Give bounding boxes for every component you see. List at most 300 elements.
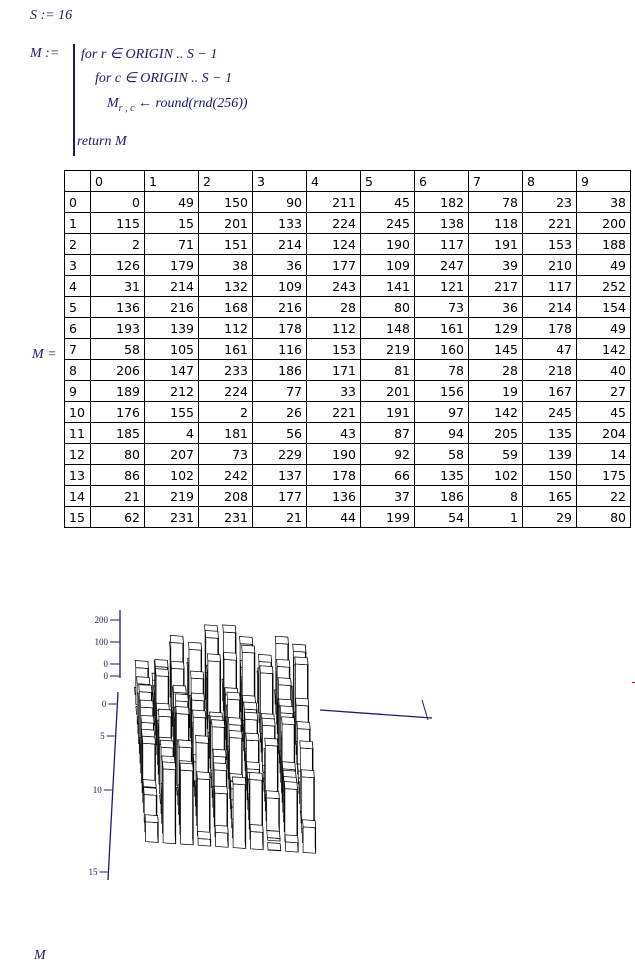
matrix-row-header: 1 <box>65 213 91 234</box>
matrix-cell: 21 <box>91 486 145 507</box>
bar-top-face <box>282 717 295 725</box>
matrix-cell: 38 <box>577 192 631 213</box>
matrix-row-header: 6 <box>65 318 91 339</box>
matrix-cell: 2 <box>199 402 253 423</box>
bar-top-face <box>227 692 240 700</box>
bar <box>233 777 246 849</box>
bar-front-face <box>233 784 246 849</box>
matrix-cell: 92 <box>361 444 415 465</box>
bar-top-face <box>170 635 183 643</box>
bar-top-face <box>244 702 257 710</box>
matrix-cell: 102 <box>145 465 199 486</box>
matrix-cell: 177 <box>253 486 307 507</box>
matrix-row-header: 9 <box>65 381 91 402</box>
matrix-cell: 116 <box>253 339 307 360</box>
assign-expression: ← round(rnd(256)) <box>138 96 248 111</box>
matrix-row-header: 11 <box>65 423 91 444</box>
bar-front-face <box>286 842 299 852</box>
bar-top-face <box>247 762 260 770</box>
matrix-cell: 121 <box>415 276 469 297</box>
bar-top-face <box>277 659 290 667</box>
matrix-corner-cell <box>65 171 91 192</box>
row-axis-tick-label: 5 <box>100 731 105 741</box>
matrix-cell: 245 <box>361 213 415 234</box>
matrix-cell: 56 <box>253 423 307 444</box>
row-axis-line <box>108 692 118 880</box>
matrix-cell: 1 <box>469 507 523 528</box>
matrix-cell: 80 <box>361 297 415 318</box>
matrix-cell: 47 <box>523 339 577 360</box>
matrix-result-table[interactable] <box>64 170 631 528</box>
matrix-row <box>65 444 631 465</box>
matrix-row-header: 10 <box>65 402 91 423</box>
matrix-cell: 153 <box>523 234 577 255</box>
plot-bars <box>135 625 316 854</box>
bar-top-face <box>188 642 201 650</box>
matrix-cell: 214 <box>253 234 307 255</box>
matrix-cell: 8 <box>469 486 523 507</box>
matrix-cell: 112 <box>307 318 361 339</box>
bar <box>198 831 211 846</box>
bar <box>215 825 228 847</box>
matrix-cell: 245 <box>523 402 577 423</box>
matrix-cell: 78 <box>469 192 523 213</box>
bar-front-face <box>267 798 280 832</box>
matrix-cell: 40 <box>577 360 631 381</box>
bar-top-face <box>195 736 208 744</box>
matrix-row-header: 7 <box>65 339 91 360</box>
bar-top-face <box>137 677 150 685</box>
bar-side-face <box>245 778 246 849</box>
matrix-cell: 28 <box>307 297 361 318</box>
matrix-cell: 177 <box>307 255 361 276</box>
bar-top-face <box>145 815 158 823</box>
matrix-row <box>65 213 631 234</box>
matrix-cell: 37 <box>361 486 415 507</box>
matrix-cell: 141 <box>361 276 415 297</box>
bar-top-face <box>284 782 297 790</box>
z-axis-tick-label: 100 <box>94 637 108 647</box>
matrix-cell: 191 <box>361 402 415 423</box>
bar-top-face <box>249 772 262 780</box>
matrix-row-header: 8 <box>65 360 91 381</box>
assign-subscript: r , c <box>118 102 135 114</box>
matrix-cell: 29 <box>523 507 577 528</box>
program-block[interactable] <box>73 44 248 156</box>
matrix-cell: 207 <box>145 444 199 465</box>
bar-top-face <box>297 722 310 730</box>
bar-top-face <box>215 825 228 833</box>
matrix-col-header: 4 <box>307 171 361 192</box>
matrix-cell: 36 <box>253 255 307 276</box>
matrix-cell: 252 <box>577 276 631 297</box>
matrix-row-header: 12 <box>65 444 91 465</box>
bar-front-face <box>216 832 229 847</box>
m-result-label[interactable]: M = <box>32 347 57 362</box>
matrix-cell: 155 <box>145 402 199 423</box>
bar-top-face <box>155 660 168 668</box>
matrix-cell: 28 <box>469 360 523 381</box>
bar-top-face <box>205 631 218 639</box>
bar <box>267 831 280 842</box>
matrix-cell: 80 <box>91 444 145 465</box>
matrix-row <box>65 276 631 297</box>
bar-top-face <box>207 654 220 662</box>
z-axis-corner-label: 0 <box>103 671 108 681</box>
matrix-cell: 71 <box>145 234 199 255</box>
bar <box>145 815 158 843</box>
matrix-cell: 112 <box>199 318 253 339</box>
bar-top-face <box>173 685 186 693</box>
bar-top-face <box>228 717 241 725</box>
bar-top-face <box>180 763 193 771</box>
matrix-cell: 201 <box>361 381 415 402</box>
matrix-cell: 221 <box>307 402 361 423</box>
bar-top-face <box>303 820 316 828</box>
matrix-cell: 145 <box>469 339 523 360</box>
matrix-cell: 36 <box>469 297 523 318</box>
matrix-cell: 208 <box>199 486 253 507</box>
matrix-cell: 243 <box>307 276 361 297</box>
matrix-cell: 142 <box>469 402 523 423</box>
matrix-cell: 117 <box>523 276 577 297</box>
matrix-cell: 58 <box>415 444 469 465</box>
matrix-cell: 224 <box>307 213 361 234</box>
matrix-row <box>65 486 631 507</box>
row-axis-tick-label: 15 <box>88 867 98 877</box>
matrix-cell: 132 <box>199 276 253 297</box>
matrix-cell: 38 <box>199 255 253 276</box>
bar-top-face <box>191 693 204 701</box>
bar-top-face <box>300 741 313 749</box>
matrix-cell: 147 <box>145 360 199 381</box>
matrix-row <box>65 297 631 318</box>
matrix-cell: 150 <box>523 465 577 486</box>
bar-top-face <box>142 736 155 744</box>
m-definition-label[interactable]: M := <box>30 46 60 61</box>
matrix-cell: 229 <box>253 444 307 465</box>
matrix-cell: 190 <box>307 444 361 465</box>
matrix-cell: 23 <box>523 192 577 213</box>
matrix-cell: 90 <box>253 192 307 213</box>
matrix-row <box>65 318 631 339</box>
matrix-cell: 21 <box>253 507 307 528</box>
matrix-cell: 136 <box>91 297 145 318</box>
program-line-return[interactable]: return M <box>77 134 127 149</box>
bar-top-face <box>140 700 153 708</box>
matrix-cell: 205 <box>469 423 523 444</box>
matrix-cell: 86 <box>91 465 145 486</box>
matrix-cell: 190 <box>361 234 415 255</box>
matrix-cell: 73 <box>199 444 253 465</box>
matrix-cell: 212 <box>145 381 199 402</box>
matrix-cell: 22 <box>577 486 631 507</box>
matrix-cell: 109 <box>361 255 415 276</box>
matrix-cell: 188 <box>577 234 631 255</box>
bar-top-face <box>293 644 306 652</box>
bar-top-face <box>265 738 278 746</box>
matrix-cell: 54 <box>415 507 469 528</box>
matrix-cell: 204 <box>577 423 631 444</box>
matrix-cell: 142 <box>577 339 631 360</box>
bar-top-face <box>214 786 227 794</box>
bar-side-face <box>297 782 298 842</box>
matrix-col-header: 1 <box>145 171 199 192</box>
matrix-cell: 126 <box>91 255 145 276</box>
bar-top-face <box>144 787 157 795</box>
bar-front-face <box>197 779 210 837</box>
z-axis-tick-label: 0 <box>103 659 108 669</box>
matrix-cell: 216 <box>145 297 199 318</box>
column-axis-line <box>320 710 432 718</box>
bar-top-face <box>141 715 154 723</box>
bar-top-face <box>175 694 188 702</box>
matrix-cell: 231 <box>199 507 253 528</box>
bar-top-face <box>242 645 255 653</box>
matrix-cell: 219 <box>361 339 415 360</box>
bar-top-face <box>135 661 148 669</box>
bar-top-face <box>156 669 169 677</box>
bar-top-face <box>258 654 271 662</box>
matrix-cell: 160 <box>415 339 469 360</box>
matrix-cell: 62 <box>91 507 145 528</box>
matrix-cell: 135 <box>523 423 577 444</box>
matrix-cell: 176 <box>91 402 145 423</box>
matrix-row <box>65 234 631 255</box>
matrix-cell: 44 <box>307 507 361 528</box>
matrix-cell: 94 <box>415 423 469 444</box>
bar-top-face <box>246 733 259 741</box>
matrix-cell: 102 <box>469 465 523 486</box>
matrix-cell: 118 <box>469 213 523 234</box>
bar-top-face <box>295 657 308 665</box>
matrix-row <box>65 360 631 381</box>
bar-top-face <box>179 740 192 748</box>
matrix-cell: 26 <box>253 402 307 423</box>
matrix-cell: 45 <box>361 192 415 213</box>
program-line-assign[interactable] <box>107 96 248 114</box>
matrix-cell: 175 <box>577 465 631 486</box>
matrix-row-header: 3 <box>65 255 91 276</box>
matrix-col-header: 2 <box>199 171 253 192</box>
matrix-row <box>65 423 631 444</box>
bar-front-face <box>251 832 264 850</box>
matrix-cell: 186 <box>253 360 307 381</box>
matrix-row-header: 13 <box>65 465 91 486</box>
bar-top-face <box>191 671 204 679</box>
matrix-row-header: 5 <box>65 297 91 318</box>
bar-top-face <box>176 707 189 715</box>
matrix-col-header: 5 <box>361 171 415 192</box>
matrix-row <box>65 465 631 486</box>
bar-front-face <box>163 769 176 844</box>
matrix-cell: 182 <box>415 192 469 213</box>
matrix-cell: 154 <box>577 297 631 318</box>
matrix-cell: 133 <box>253 213 307 234</box>
matrix-cell: 200 <box>577 213 631 234</box>
bar-top-face <box>262 718 275 726</box>
matrix-cell: 151 <box>199 234 253 255</box>
matrix-cell: 161 <box>415 318 469 339</box>
matrix-cell: 214 <box>145 276 199 297</box>
matrix-cell: 135 <box>415 465 469 486</box>
bar-top-face <box>278 678 291 686</box>
bar-side-face <box>209 773 210 837</box>
bar-top-face <box>260 666 273 674</box>
matrix-cell: 193 <box>91 318 145 339</box>
bar <box>266 791 279 832</box>
bar <box>197 772 210 837</box>
bar-top-face <box>268 843 281 851</box>
matrix-cell: 58 <box>91 339 145 360</box>
bar-top-face <box>163 762 176 770</box>
matrix-cell: 115 <box>91 213 145 234</box>
bar-top-face <box>233 777 246 785</box>
matrix-cell: 139 <box>523 444 577 465</box>
bar-top-face <box>213 749 226 757</box>
matrix-cell: 153 <box>307 339 361 360</box>
matrix-cell: 45 <box>577 402 631 423</box>
matrix-cell: 217 <box>469 276 523 297</box>
row-axis-tick-label: 0 <box>101 699 107 709</box>
matrix-cell: 161 <box>199 339 253 360</box>
bar <box>250 825 263 850</box>
matrix-cell: 0 <box>91 192 145 213</box>
bar-top-face <box>214 763 227 771</box>
matrix-cell: 191 <box>469 234 523 255</box>
matrix-row <box>65 339 631 360</box>
matrix-cell: 49 <box>145 192 199 213</box>
bar <box>285 835 298 852</box>
bar-top-face <box>266 791 279 799</box>
matrix-cell: 181 <box>199 423 253 444</box>
bar <box>303 820 316 854</box>
matrix-cell: 59 <box>469 444 523 465</box>
matrix-cell: 214 <box>523 297 577 318</box>
z-axis-tick-label: 200 <box>94 615 108 625</box>
matrix-cell: 117 <box>415 234 469 255</box>
assign-target: M <box>107 96 119 111</box>
matrix-cell: 80 <box>577 507 631 528</box>
matrix-cell: 167 <box>523 381 577 402</box>
matrix-cell: 49 <box>577 318 631 339</box>
bar-top-face <box>198 831 211 839</box>
matrix-cell: 4 <box>145 423 199 444</box>
bar-top-face <box>223 625 236 633</box>
matrix-cell: 242 <box>199 465 253 486</box>
bar-top-face <box>160 740 173 748</box>
matrix-cell: 27 <box>577 381 631 402</box>
matrix-cell: 124 <box>307 234 361 255</box>
matrix-row-header: 4 <box>65 276 91 297</box>
bar-top-face <box>282 762 295 770</box>
matrix-row-header: 15 <box>65 507 91 528</box>
matrix-cell: 39 <box>469 255 523 276</box>
program-line-outer-for[interactable]: for r ∈ ORIGIN .. S − 1 <box>81 47 218 62</box>
matrix-row-header: 14 <box>65 486 91 507</box>
matrix-cell: 33 <box>307 381 361 402</box>
matrix-cell: 87 <box>361 423 415 444</box>
matrix-cell: 186 <box>415 486 469 507</box>
matrix-cell: 201 <box>199 213 253 234</box>
matrix-cell: 178 <box>253 318 307 339</box>
matrix-cell: 199 <box>361 507 415 528</box>
bar <box>284 782 297 843</box>
matrix-cell: 221 <box>523 213 577 234</box>
matrix-col-header: 7 <box>469 171 523 192</box>
matrix-row <box>65 507 631 528</box>
bar-side-face <box>193 764 194 845</box>
bar-top-face <box>193 710 206 718</box>
matrix-cell: 171 <box>307 360 361 381</box>
bar-front-face <box>303 827 316 854</box>
matrix-cell: 19 <box>469 381 523 402</box>
bar <box>163 762 176 844</box>
matrix-cell: 211 <box>307 192 361 213</box>
matrix-cell: 178 <box>523 318 577 339</box>
bar-top-face <box>296 698 309 706</box>
matrix-cell: 224 <box>199 381 253 402</box>
matrix-cell: 109 <box>253 276 307 297</box>
bar <box>180 763 193 845</box>
matrix-col-header: 9 <box>577 171 631 192</box>
row-axis-tick-label: 10 <box>92 785 102 795</box>
matrix-cell: 31 <box>91 276 145 297</box>
s-definition[interactable]: S := 16 <box>30 8 73 23</box>
matrix-cell: 168 <box>199 297 253 318</box>
matrix-cell: 206 <box>91 360 145 381</box>
bar-front-face <box>146 822 159 843</box>
matrix-cell: 2 <box>91 234 145 255</box>
program-line-inner-for[interactable]: for c ∈ ORIGIN .. S − 1 <box>95 71 233 86</box>
bar-top-face <box>240 637 253 645</box>
matrix-cell: 218 <box>523 360 577 381</box>
matrix-row <box>65 255 631 276</box>
matrix-cell: 129 <box>469 318 523 339</box>
bar-front-face <box>198 839 211 847</box>
bar3d-plot[interactable] <box>70 600 440 890</box>
plot-caption[interactable]: M <box>34 948 46 963</box>
bar-top-face <box>158 709 171 717</box>
matrix-row-header: 0 <box>65 192 91 213</box>
bar-front-face <box>285 789 298 843</box>
matrix-cell: 14 <box>577 444 631 465</box>
matrix-cell: 178 <box>307 465 361 486</box>
bar-top-face <box>301 770 314 778</box>
matrix-cell: 185 <box>91 423 145 444</box>
matrix-row <box>65 192 631 213</box>
matrix-cell: 105 <box>145 339 199 360</box>
matrix-cell: 189 <box>91 381 145 402</box>
matrix-cell: 136 <box>307 486 361 507</box>
bar-top-face <box>223 652 236 660</box>
bar-top-face <box>143 780 156 788</box>
bar-top-face <box>212 720 225 728</box>
matrix-cell: 77 <box>253 381 307 402</box>
matrix-cell: 233 <box>199 360 253 381</box>
matrix-col-header: 3 <box>253 171 307 192</box>
bar-top-face <box>280 706 293 714</box>
bar-top-face <box>139 685 152 693</box>
matrix-cell: 73 <box>415 297 469 318</box>
matrix-col-header: 8 <box>523 171 577 192</box>
bar-top-face <box>250 825 263 833</box>
matrix-cell: 49 <box>577 255 631 276</box>
bar-top-face <box>244 712 257 720</box>
matrix-cell: 150 <box>199 192 253 213</box>
matrix-row <box>65 381 631 402</box>
matrix-col-header: 6 <box>415 171 469 192</box>
